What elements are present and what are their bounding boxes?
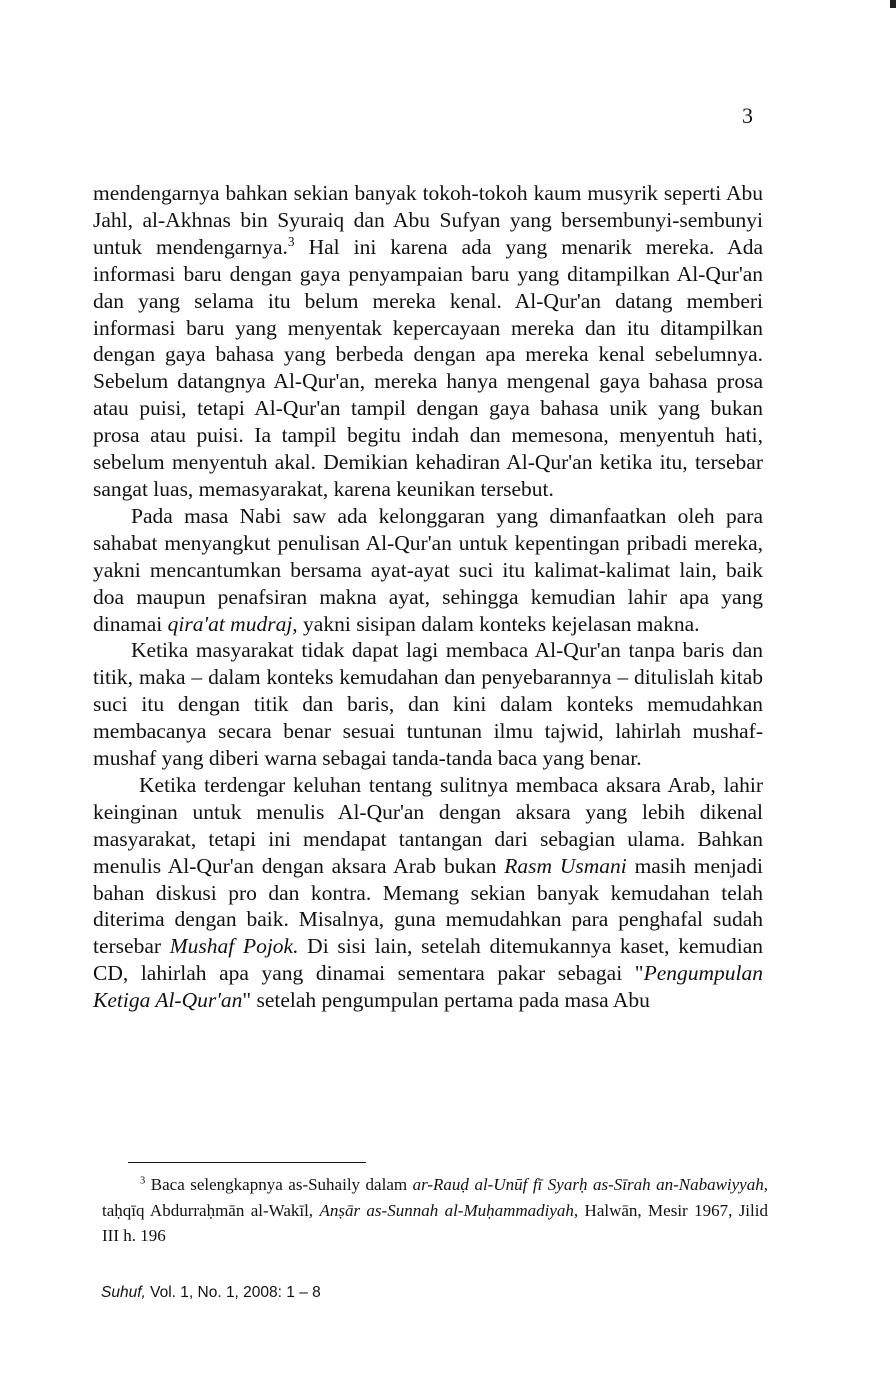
- paragraph-3: [93, 637, 763, 772]
- journal-footer: [101, 1284, 321, 1302]
- italic-term: Pengumpulan Ketiga Al-Qur'an: [93, 961, 763, 1013]
- text-run: Pada masa Nabi saw ada kelonggaran yang dimanfaatkan oleh para sahabat menyangkut penulisan Al-Qur'an untuk kepentingan pribadi mereka, yakni mencantumkan bersama ayat-ayat suci itu kalimat-kalimat lain, baik doa maupun penafsiran makna ayat, sehingga kemudian lahir apa yang dinamai: [93, 503, 763, 636]
- paragraph-2: [93, 503, 763, 638]
- scan-edge-mark: [890, 0, 896, 8]
- page-number: 3: [742, 103, 753, 128]
- footnote-3: [102, 1172, 768, 1249]
- italic-title: ar-Rauḍ al-Unūf fī Syarḥ as-Sīrah an-Nabawiyyah,: [412, 1175, 768, 1194]
- text-run: Ketika terdengar keluhan tentang sulitnya membaca aksara Arab, lahir keinginan untuk menulis Al-Qur'an dengan aksara yang lebih dikenal masyarakat, tetapi ini mendapat tantangan dari sebagian ulama. Bahkan menulis Al-Qur'an dengan aksara Arab bukan: [93, 772, 763, 878]
- text-run: yakni sisipan dalam konteks kejelasan makna.: [297, 611, 700, 636]
- italic-publisher: Anṣār as-Sunnah al-Muḥammadiyah,: [319, 1200, 579, 1220]
- italic-term: qira'at mudraj,: [167, 611, 298, 636]
- italic-term: Rasm Usmani: [504, 853, 627, 878]
- text-run: Ketika masyarakat tidak dapat lagi membaca Al-Qur'an tanpa baris dan titik, maka – dalam konteks kemudahan dan penyebarannya – ditulislah kitab suci itu dengan titik dan baris, dan kini dalam konteks memudahkan membacanya secara benar sesuai tuntunan ilmu tajwid, lahirlah mushaf-mushaf yang diberi warna sebagai tanda-tanda baca yang benar.: [93, 638, 763, 771]
- paragraph-1: [93, 180, 763, 503]
- text-run: masih menjadi bahan diskusi pro dan kontra. Memang sekian banyak kemudahan telah diterima dengan baik. Misalnya, guna memudahkan para penghafal sudah tersebar: [93, 853, 763, 959]
- text-run: taḥqīq Abdurraḥmān al-Wakīl,: [102, 1200, 320, 1220]
- text-run: Halwān, Mesir 1967, Jilid III h. 196: [102, 1200, 768, 1245]
- text-run: Di sisi lain, setelah ditemukannya kaset, kemudian CD, lahirlah apa yang dinamai sementara pakar sebagai ": [93, 934, 764, 986]
- text-run: " setelah pengumpulan pertama pada masa Abu: [242, 988, 650, 1013]
- text-run: mendengarnya bahkan sekian banyak tokoh-tokoh kaum musyrik seperti Abu Jahl, al-Akhnas bin Syuraiq dan Abu Sufyan yang bersembunyi-sembunyi untuk mendengarnya.: [93, 181, 763, 259]
- text-run: Hal ini karena ada yang menarik mereka. Ada informasi baru dengan gaya penyampaian baru yang ditampilkan Al-Qur'an dan yang selama itu belum mereka kenal. Al-Qur'an datang memberi informasi baru yang menyentak kepercayaan mereka dan itu ditampilkan dengan gaya bahasa yang berbeda dengan apa mereka kenal sebelumnya. Sebelum datangnya Al-Qur'an, mereka hanya mengenal gaya bahasa prosa atau puisi, tetapi Al-Qur'an tampil dengan gaya bahasa unik yang bukan prosa atau puisi. Ia tampil begitu indah dan memesona, menyentuh hati, sebelum menyentuh akal. Demikian kehadiran Al-Qur'an ketika itu, tersebar sangat luas, memasyarakat, karena keunikan tersebut.: [93, 234, 764, 501]
- footnote-number: 3: [140, 1175, 146, 1187]
- footnote-divider: [128, 1162, 366, 1163]
- text-run: Baca selengkapnya as-Suhaily dalam: [145, 1175, 413, 1194]
- main-text: [93, 180, 763, 1014]
- journal-citation: Vol. 1, No. 1, 2008: 1 – 8: [145, 1284, 321, 1301]
- footnote-ref-3: 3: [287, 233, 295, 249]
- paragraph-4: [93, 772, 763, 1014]
- italic-term: Mushaf Pojok.: [169, 934, 299, 959]
- journal-name: Suhuf,: [101, 1284, 146, 1301]
